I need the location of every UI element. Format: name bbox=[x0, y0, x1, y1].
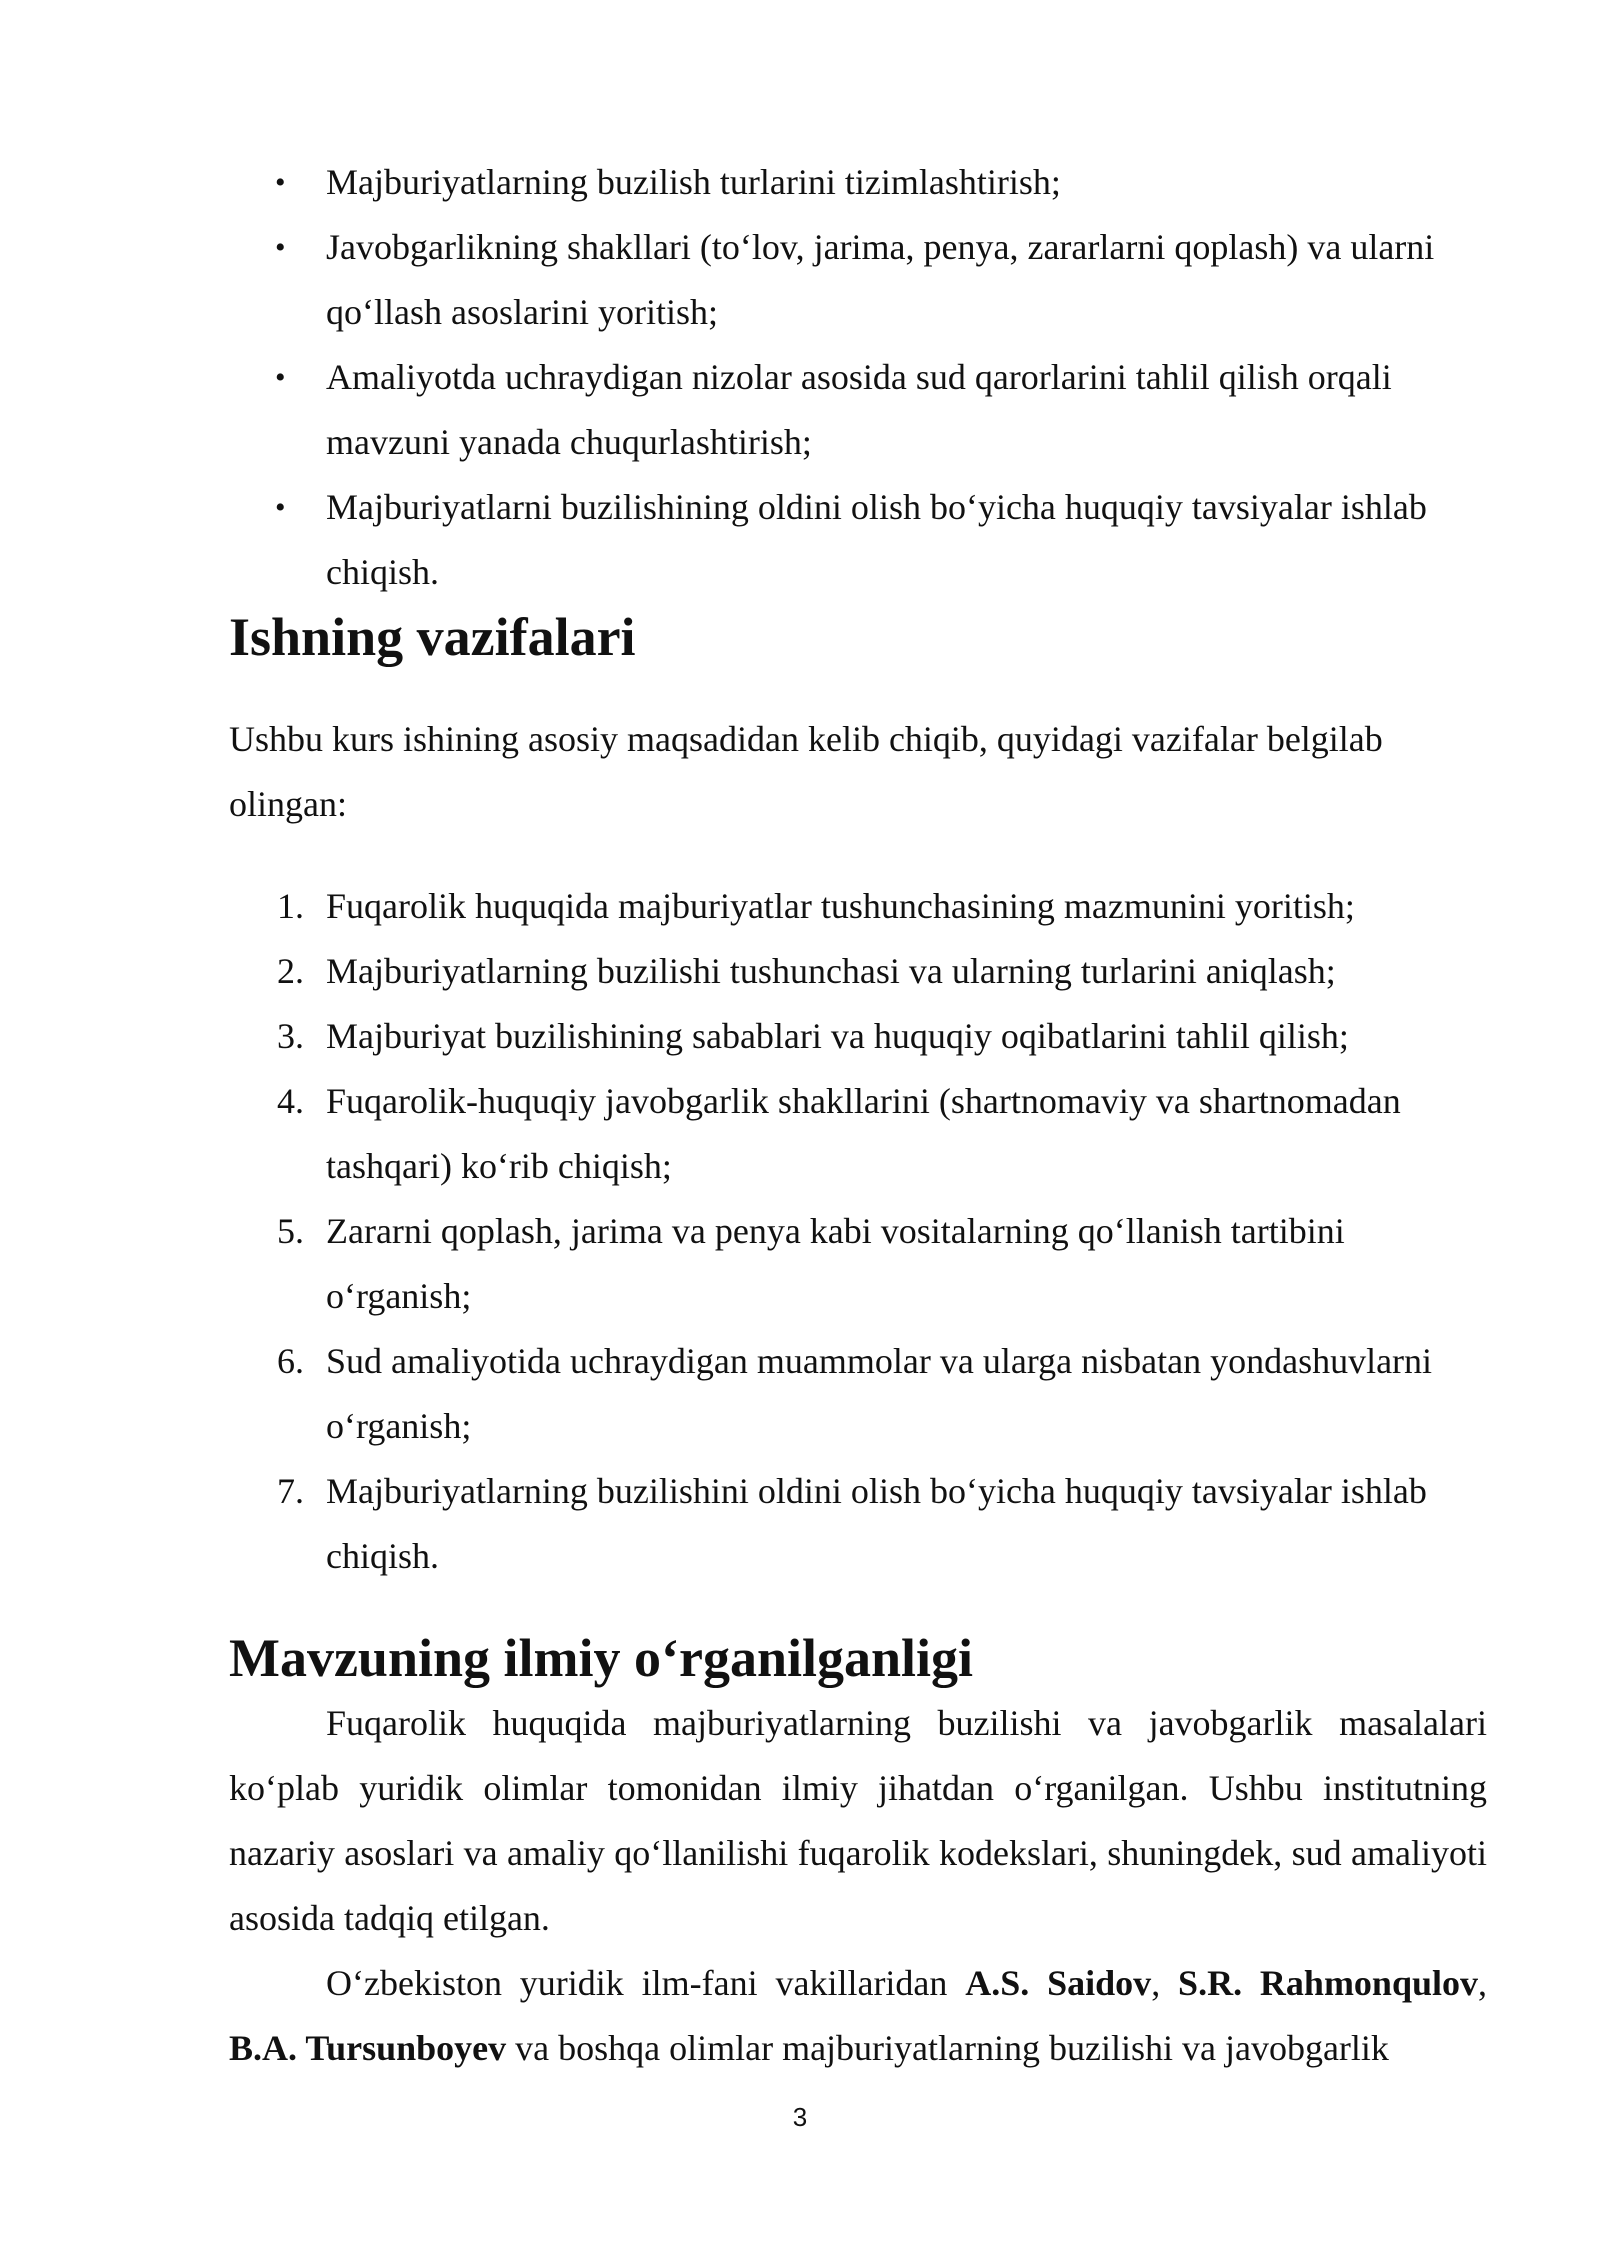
item-number: 4. bbox=[277, 1081, 304, 1121]
numbered-item-text: Majburiyatlarning buzilishi tushunchasi va ularning turlarini aniqlash; bbox=[326, 951, 1336, 991]
study-paragraph-1: Fuqarolik huquqida majburiyatlarning buzilishi va javobgarlik masalalari ko‘plab yuridik olimlar tomonidan ilmiy jihatdan o‘rganilgan. Ushbu institutning nazariy asoslari va amaliy qo‘llanilishi fuqarolik kodekslari, shuningdek, sud amaliyoti asosida tadqiq etilgan. bbox=[229, 1703, 1487, 1938]
item-number: 3. bbox=[277, 1016, 304, 1056]
numbered-item bbox=[229, 1004, 1487, 1069]
document-page bbox=[229, 150, 1487, 2081]
item-number: 1. bbox=[277, 886, 304, 926]
author-name: B.A. Tursunboyev bbox=[229, 2028, 507, 2068]
study-paragraph-2 bbox=[229, 1951, 1487, 2081]
goals-bullet-list bbox=[229, 150, 1487, 605]
numbered-item-text: Sud amaliyotida uchraydigan muammolar va ularga nisbatan yondashuvlarni o‘rganish; bbox=[326, 1341, 1433, 1446]
tasks-intro-paragraph: Ushbu kurs ishining asosiy maqsadidan kelib chiqib, quyidagi vazifalar belgilab olingan: bbox=[229, 719, 1383, 824]
item-number: 5. bbox=[277, 1211, 304, 1251]
paragraph-tail-text: va boshqa olimlar majburiyatlarning buzilishi va javobgarlik bbox=[506, 2028, 1389, 2068]
bullet-item bbox=[229, 150, 1487, 215]
numbered-item-text: Majburiyat buzilishining sabablari va huquqiy oqibatlarini tahlil qilish; bbox=[326, 1016, 1349, 1056]
separator-text: , bbox=[1151, 1963, 1179, 2003]
numbered-item bbox=[229, 1459, 1487, 1589]
page-number: 3 bbox=[792, 2102, 808, 2132]
numbered-item bbox=[229, 1329, 1487, 1459]
bullet-icon: • bbox=[275, 231, 286, 264]
bullet-text: Javobgarlikning shakllari (to‘lov, jarima, penya, zararlarni qoplash) va ularni qo‘llash asoslarini yoritish; bbox=[326, 227, 1435, 332]
section-heading-scientific-study: Mavzuning ilmiy o‘rganilganligi bbox=[229, 1628, 974, 1688]
separator-text: , bbox=[1478, 1963, 1487, 2003]
numbered-item-text: Majburiyatlarning buzilishini oldini olish bo‘yicha huquqiy tavsiyalar ishlab chiqish. bbox=[326, 1471, 1427, 1576]
bullet-item bbox=[229, 345, 1487, 475]
numbered-item-text: Fuqarolik-huquqiy javobgarlik shakllarini (shartnomaviy va shartnomadan tashqari) ko‘rib chiqish; bbox=[326, 1081, 1401, 1186]
section-heading-tasks: Ishning vazifalari bbox=[229, 607, 636, 667]
bullet-icon: • bbox=[275, 361, 286, 394]
numbered-item bbox=[229, 1199, 1487, 1329]
bullet-text: Majburiyatlarning buzilish turlarini tizimlashtirish; bbox=[326, 162, 1061, 202]
bullet-item bbox=[229, 475, 1487, 605]
author-name: A.S. Saidov bbox=[965, 1963, 1152, 2003]
paragraph-lead-text: O‘zbekiston yuridik ilm-fani vakillaridan bbox=[326, 1963, 966, 2003]
bullet-icon: • bbox=[275, 491, 286, 524]
tasks-numbered-list bbox=[229, 874, 1487, 1589]
numbered-item-text: Fuqarolik huquqida majburiyatlar tushunchasining mazmunini yoritish; bbox=[326, 886, 1355, 926]
item-number: 7. bbox=[277, 1471, 304, 1511]
numbered-item bbox=[229, 874, 1487, 939]
bullet-text: Amaliyotda uchraydigan nizolar asosida sud qarorlarini tahlil qilish orqali mavzuni yanada chuqurlashtirish; bbox=[326, 357, 1392, 462]
bullet-item bbox=[229, 215, 1487, 345]
item-number: 6. bbox=[277, 1341, 304, 1381]
numbered-item bbox=[229, 1069, 1487, 1199]
bullet-icon: • bbox=[275, 166, 286, 199]
author-name: S.R. Rahmonqulov bbox=[1178, 1963, 1478, 2003]
item-number: 2. bbox=[277, 951, 304, 991]
numbered-item bbox=[229, 939, 1487, 1004]
bullet-text: Majburiyatlarni buzilishining oldini olish bo‘yicha huquqiy tavsiyalar ishlab chiqish. bbox=[326, 487, 1427, 592]
numbered-item-text: Zararni qoplash, jarima va penya kabi vositalarning qo‘llanish tartibini o‘rganish; bbox=[326, 1211, 1345, 1316]
